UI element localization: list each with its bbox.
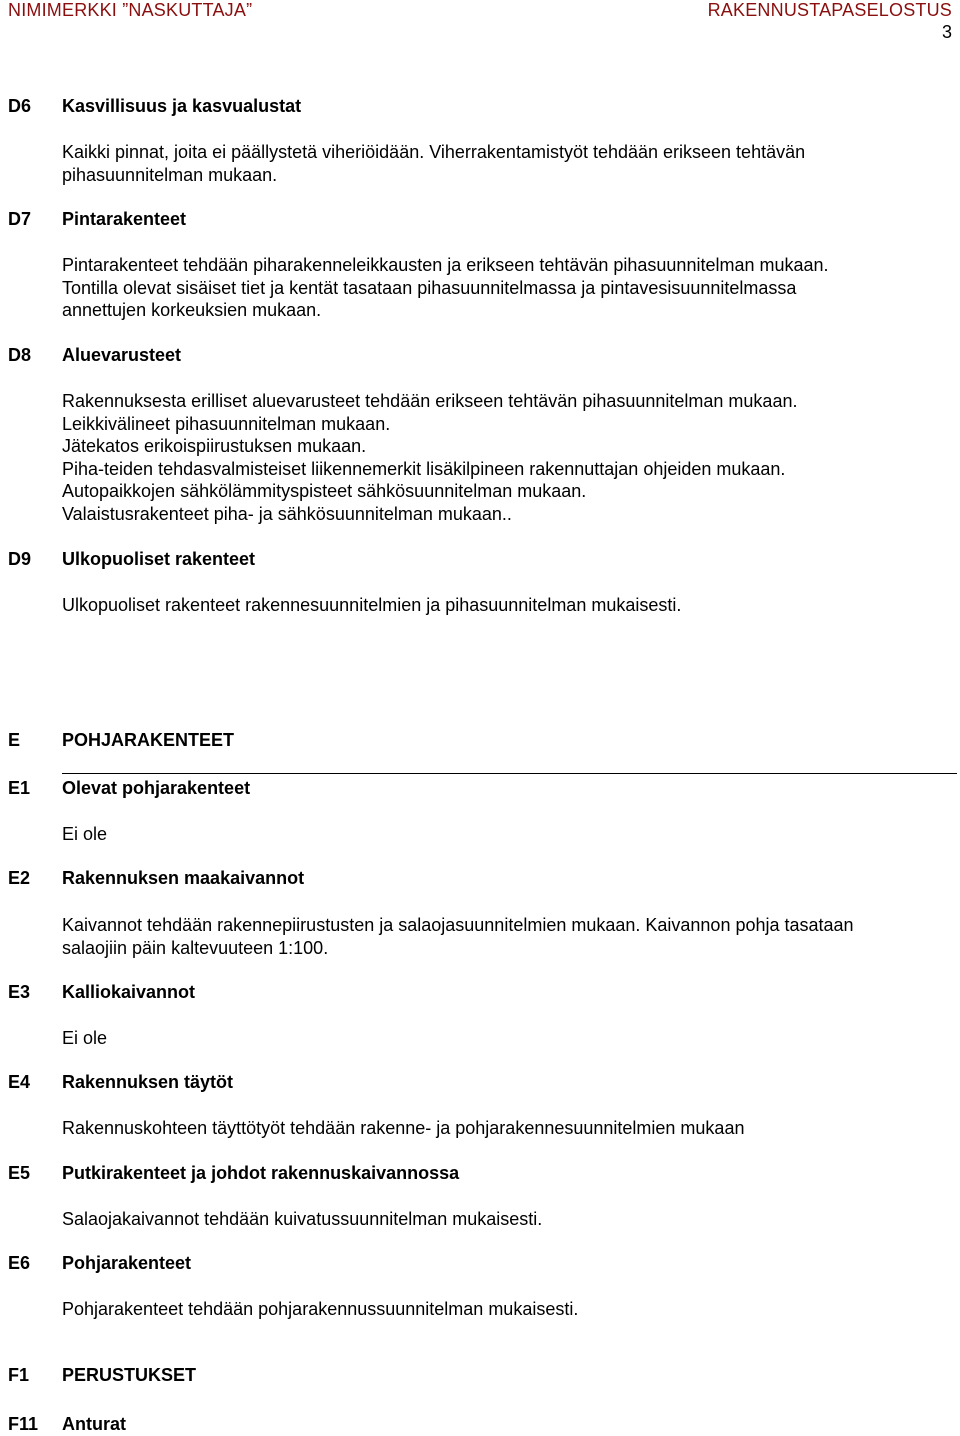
section-code-f1: F1 (8, 1365, 30, 1385)
section-title-d7: Pintarakenteet (62, 209, 187, 229)
section-code-e: E (8, 730, 21, 750)
body-line: Tontilla olevat sisäiset tiet ja kentät tasataan pihasuunnitelmassa ja pintavesisuunnitelmassa (62, 277, 797, 298)
body-line: Kaikki pinnat, joita ei päällystetä viheriöidään. Viherrakentamistyöt tehdään erikseen tehtävän (62, 142, 806, 162)
section-title-e5: Putkirakenteet ja johdot rakennuskaivannossa (62, 1163, 460, 1183)
section-body-e6 (62, 1298, 942, 1321)
body-line: Rakennuskohteen täyttötyöt tehdään rakenne- ja pohjarakennesuunnitelmien mukaan (62, 1118, 745, 1138)
body-line: Leikkivälineet pihasuunnitelman mukaan. (62, 413, 391, 434)
section-title-d6: Kasvillisuus ja kasvualustat (62, 96, 302, 116)
section-code-e3: E3 (8, 982, 31, 1002)
body-line: Ei ole (62, 824, 108, 844)
section-body-d9 (62, 594, 942, 617)
section-body-d6 (62, 141, 942, 186)
section-code-d6: D6 (8, 96, 32, 116)
document-header-left: NIMIMERKKI ”NASKUTTAJA” (8, 0, 253, 20)
body-line: Rakennuksesta erilliset aluevarusteet tehdään erikseen tehtävän pihasuunnitelman mukaan. (62, 391, 798, 411)
section-code-d8: D8 (8, 345, 32, 365)
section-title-e: POHJARAKENTEET (62, 730, 235, 750)
body-line: Ei ole (62, 1028, 108, 1048)
section-code-e2: E2 (8, 868, 31, 888)
section-title-f1: PERUSTUKSET (62, 1365, 197, 1385)
section-code-e5: E5 (8, 1163, 31, 1183)
page-number: 3 (941, 22, 952, 42)
section-title-d8: Aluevarusteet (62, 345, 182, 365)
body-line: Valaistusrakenteet piha- ja sähkösuunnitelman mukaan.. (62, 503, 512, 524)
body-line: Pohjarakenteet tehdään pohjarakennussuunnitelman mukaisesti. (62, 1299, 579, 1319)
section-code-e4: E4 (8, 1072, 31, 1092)
body-line: Jätekatos erikoispiirustuksen mukaan. (62, 436, 367, 456)
section-body-e3 (62, 1027, 942, 1050)
body-line: annettujen korkeuksien mukaan. (62, 300, 322, 320)
section-body-d7 (62, 254, 942, 322)
section-code-f11: F11 (8, 1414, 39, 1434)
section-title-e1: Olevat pohjarakenteet (62, 778, 251, 798)
section-title-e6: Pohjarakenteet (62, 1253, 192, 1273)
section-code-e1: E1 (8, 778, 31, 798)
body-line: Piha-teiden tehdasvalmisteiset liikennemerkit lisäkilpineen rakennuttajan ohjeiden mukaan. (62, 458, 786, 479)
section-code-d9: D9 (8, 549, 32, 569)
section-body-e1 (62, 823, 942, 846)
section-title-e3: Kalliokaivannot (62, 982, 196, 1002)
body-line: Ulkopuoliset rakenteet rakennesuunnitelmien ja pihasuunnitelman mukaisesti. (62, 595, 682, 615)
section-divider (62, 773, 957, 774)
section-title-e4: Rakennuksen täytöt (62, 1072, 234, 1092)
section-body-e2 (62, 914, 942, 959)
section-code-d7: D7 (8, 209, 32, 229)
section-title-e2: Rakennuksen maakaivannot (62, 868, 305, 888)
section-body-e4 (62, 1117, 942, 1140)
document-header-right: RAKENNUSTAPASELOSTUS (707, 0, 952, 20)
body-line: salaojiin päin kaltevuuteen 1:100. (62, 937, 329, 958)
section-title-f11: Anturat (62, 1414, 126, 1434)
section-title-d9: Ulkopuoliset rakenteet (62, 549, 256, 569)
section-code-e6: E6 (8, 1253, 31, 1273)
section-body-e5 (62, 1208, 942, 1231)
body-line: Kaivannot tehdään rakennepiirustusten ja salaojasuunnitelmien mukaan. Kaivannon pohja tasataan (62, 915, 854, 935)
body-line: Autopaikkojen sähkölämmityspisteet sähkösuunnitelman mukaan. (62, 481, 587, 501)
body-line: pihasuunnitelman mukaan. (62, 164, 278, 185)
body-line: Salaojakaivannot tehdään kuivatussuunnitelman mukaisesti. (62, 1209, 543, 1229)
section-body-d8 (62, 390, 942, 525)
body-line: Pintarakenteet tehdään piharakenneleikkausten ja erikseen tehtävän pihasuunnitelman mukaan. (62, 255, 829, 275)
